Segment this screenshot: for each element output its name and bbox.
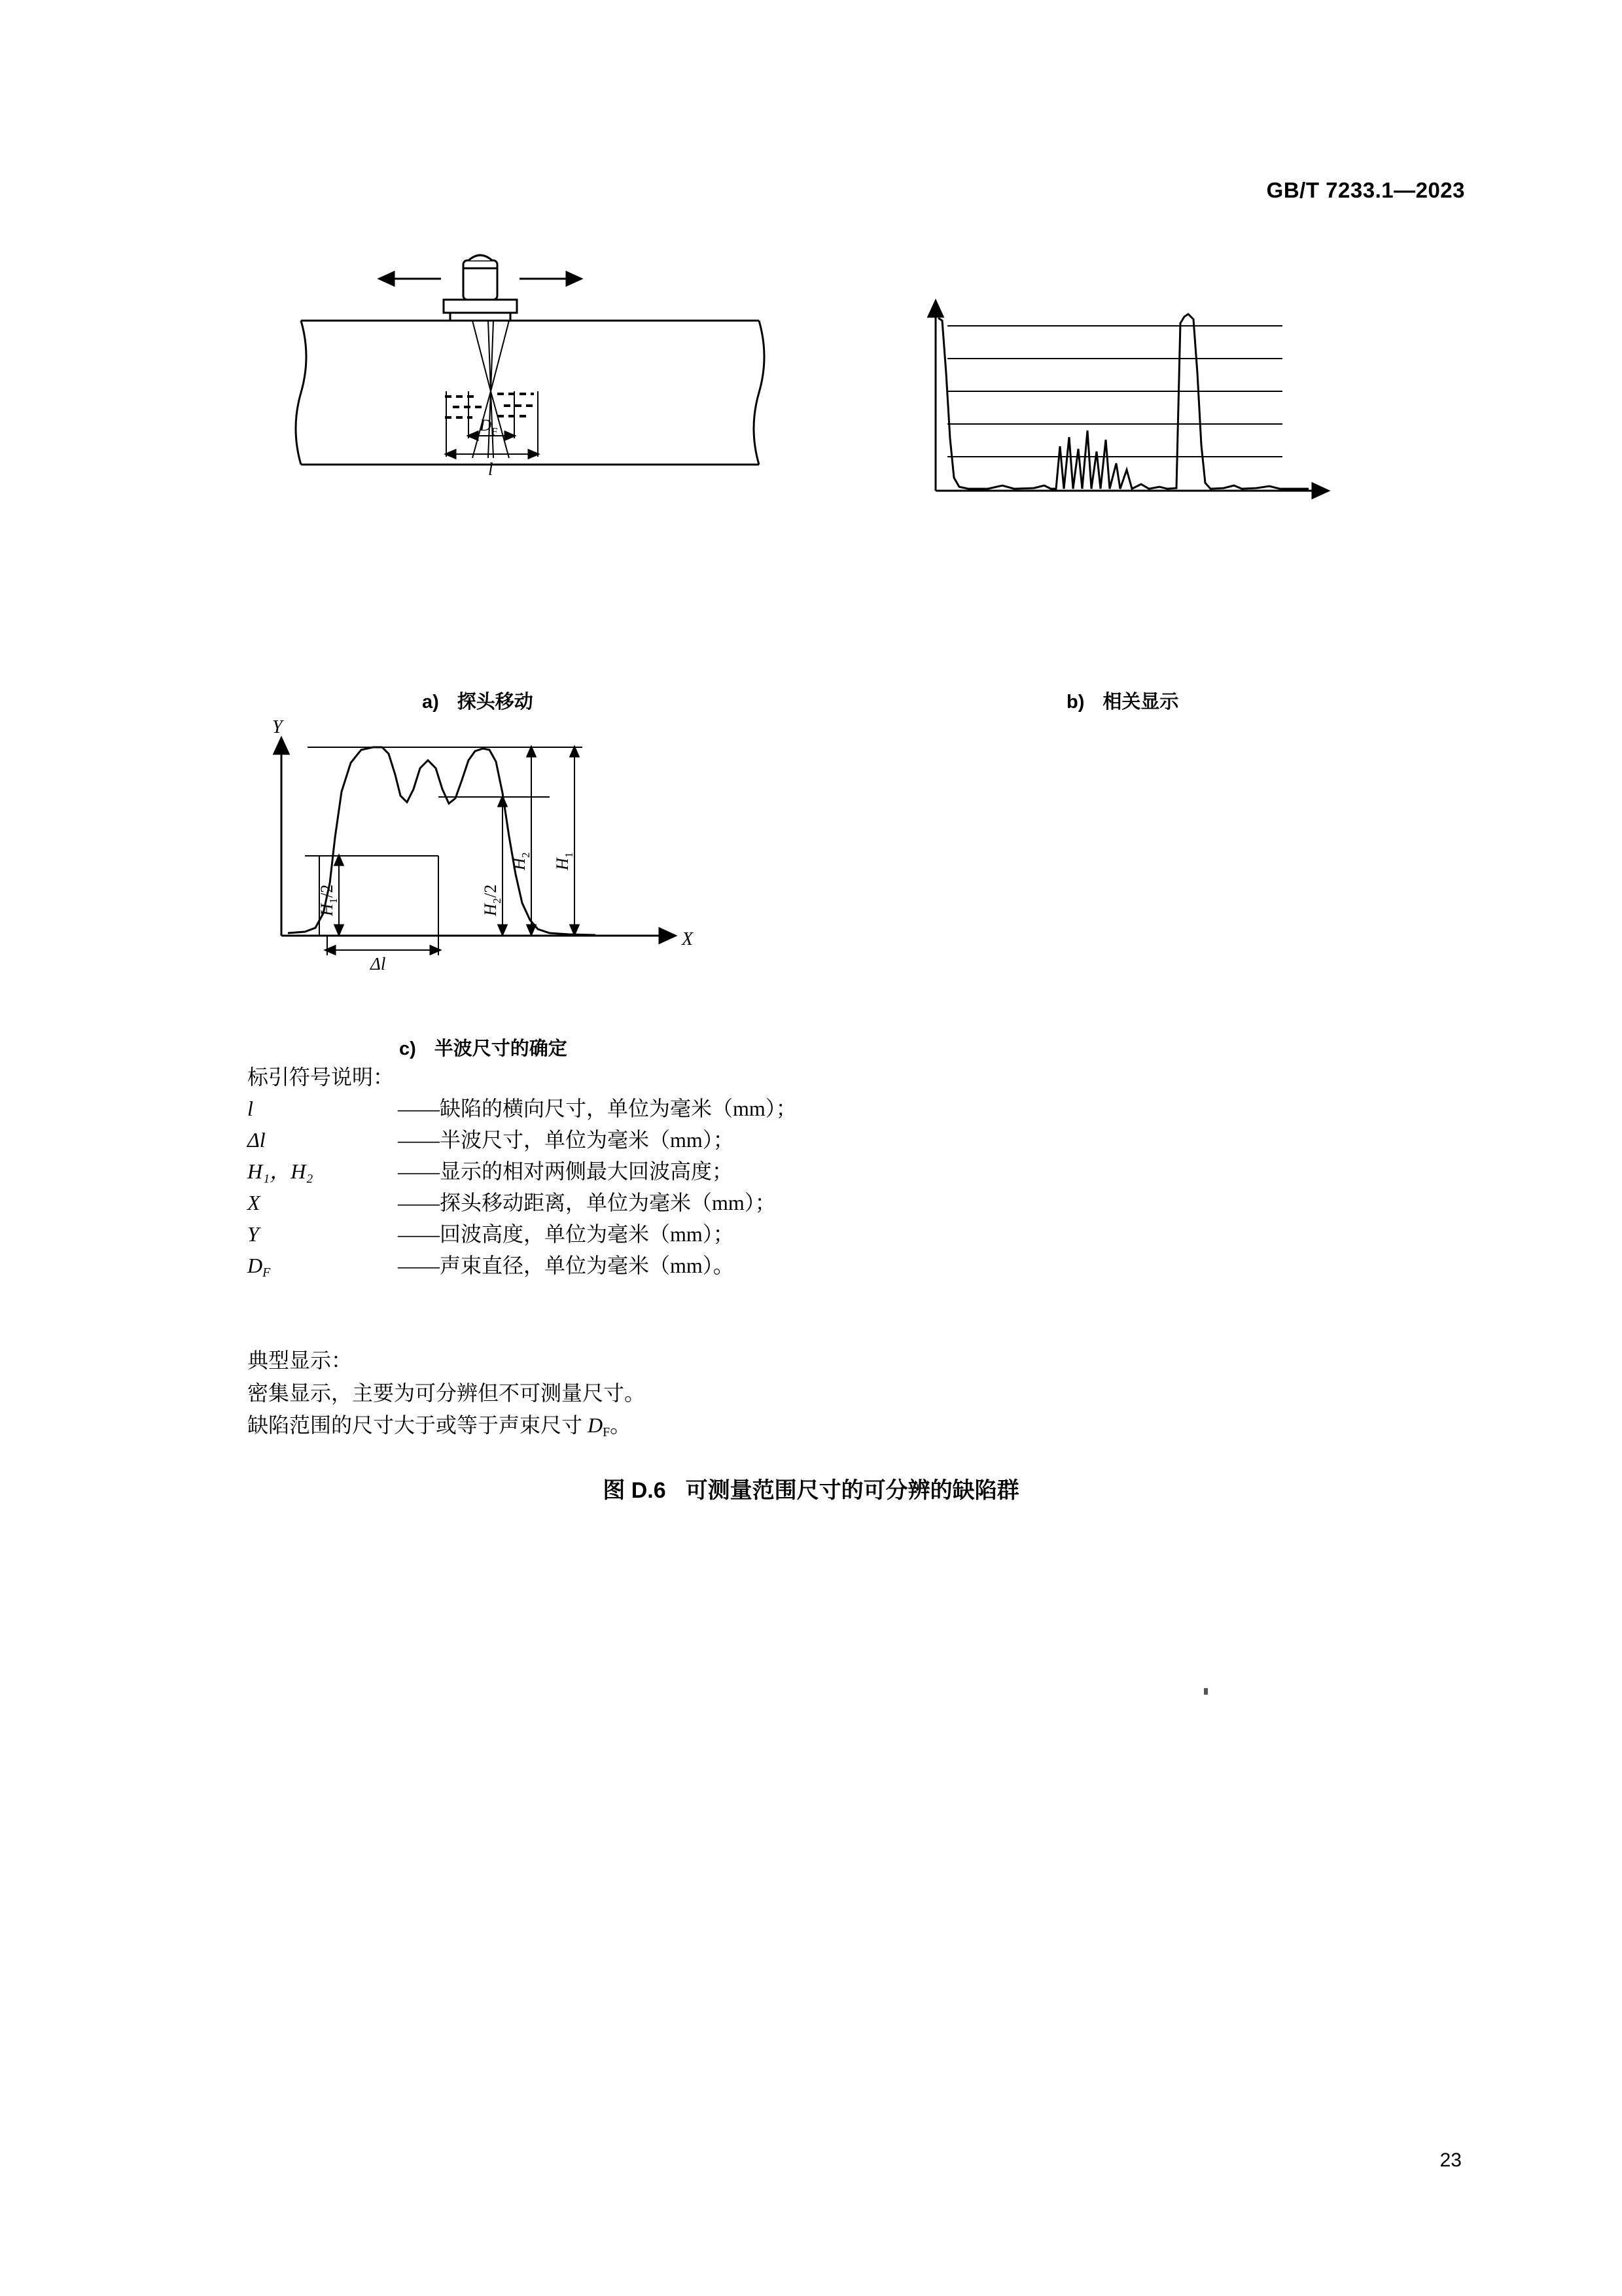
label-beam-diameter: D (480, 417, 492, 434)
standard-number-header: GB/T 7233.1—2023 (1266, 178, 1465, 202)
typical-line-1: 密集显示，主要为可分辨但不可测量尺寸。 (247, 1381, 646, 1405)
label-h2-half-sub: 2 (491, 898, 503, 904)
figure-b-title: 相关显示 (1102, 692, 1179, 713)
key-symbol: $D_F$ (247, 1254, 271, 1280)
label-h2-sub: 2 (520, 852, 532, 858)
figure-a-caption (422, 687, 533, 714)
stray-mark (1204, 1688, 1208, 1695)
label-h2-half-tail: /2 (481, 884, 500, 898)
figure-b-caption (1067, 687, 1178, 714)
key-description: ——缺陷的横向尺寸，单位为毫米（mm）； (398, 1097, 797, 1120)
label-h1-sub: 1 (563, 852, 575, 858)
figure-c-half-amplitude-sizing (242, 717, 792, 1034)
key-symbol: X (247, 1191, 260, 1214)
figure-c-title: 半波尺寸的确定 (434, 1038, 567, 1059)
key-description: ——探头移动距离，单位为毫米（mm）； (398, 1191, 776, 1214)
key-item (247, 1161, 1229, 1182)
label-h1-half: H (317, 904, 336, 916)
figure-b-related-display (916, 294, 1361, 589)
key-description: ——半波尺寸，单位为毫米（mm）； (398, 1128, 734, 1152)
key-description: ——显示的相对两侧最大回波高度； (398, 1159, 733, 1183)
key-description: ——回波高度，单位为毫米（mm）； (398, 1222, 734, 1246)
key-description: ——声束直径，单位为毫米（mm）。 (398, 1254, 734, 1277)
key-item (247, 1254, 1229, 1280)
label-delta-l: Δl (370, 954, 386, 974)
key-item (247, 1129, 1229, 1150)
label-axis-x: X (682, 929, 694, 949)
typical-heading: 典型显示： (247, 1349, 353, 1372)
key-item (247, 1224, 1229, 1245)
key-item (247, 1192, 1229, 1213)
label-beam-diameter-sub: F (491, 425, 498, 438)
figure-caption (0, 1472, 1622, 1504)
typical-display-block (247, 1345, 1294, 1442)
label-h1: H (553, 858, 572, 870)
figure-a-label: a) (422, 692, 439, 713)
figure-number: 图 D.6 (603, 1478, 666, 1503)
label-h2-half: H (481, 904, 500, 916)
typical-line-2: 缺陷范围的尺寸大于或等于声束尺寸 $D_F$。 (247, 1413, 631, 1439)
figure-a-probe-movement (281, 242, 779, 661)
figure-c-label: c) (399, 1038, 416, 1059)
key-symbol: Y (247, 1222, 259, 1246)
key-symbol: H₁，H₂ (247, 1159, 313, 1183)
figure-c-caption (399, 1034, 567, 1061)
key-item (247, 1098, 1229, 1119)
key-heading: 标引符号说明： (247, 1065, 395, 1089)
label-length-l: l (488, 459, 493, 479)
label-axis-y: Y (272, 717, 283, 737)
label-h1-half-sub: 1 (327, 898, 340, 904)
figure-title: 可测量范围尺寸的可分辨的缺陷群 (685, 1478, 1019, 1503)
page-number: 23 (1439, 2149, 1462, 2171)
figure-a-title: 探头移动 (457, 692, 533, 713)
label-h2: H (510, 858, 529, 870)
label-h1-half-tail: /2 (317, 884, 336, 898)
figure-b-label: b) (1067, 692, 1085, 713)
key-legend (247, 1067, 1229, 1286)
key-symbol: l (247, 1097, 253, 1120)
key-symbol: Δl (247, 1128, 266, 1152)
